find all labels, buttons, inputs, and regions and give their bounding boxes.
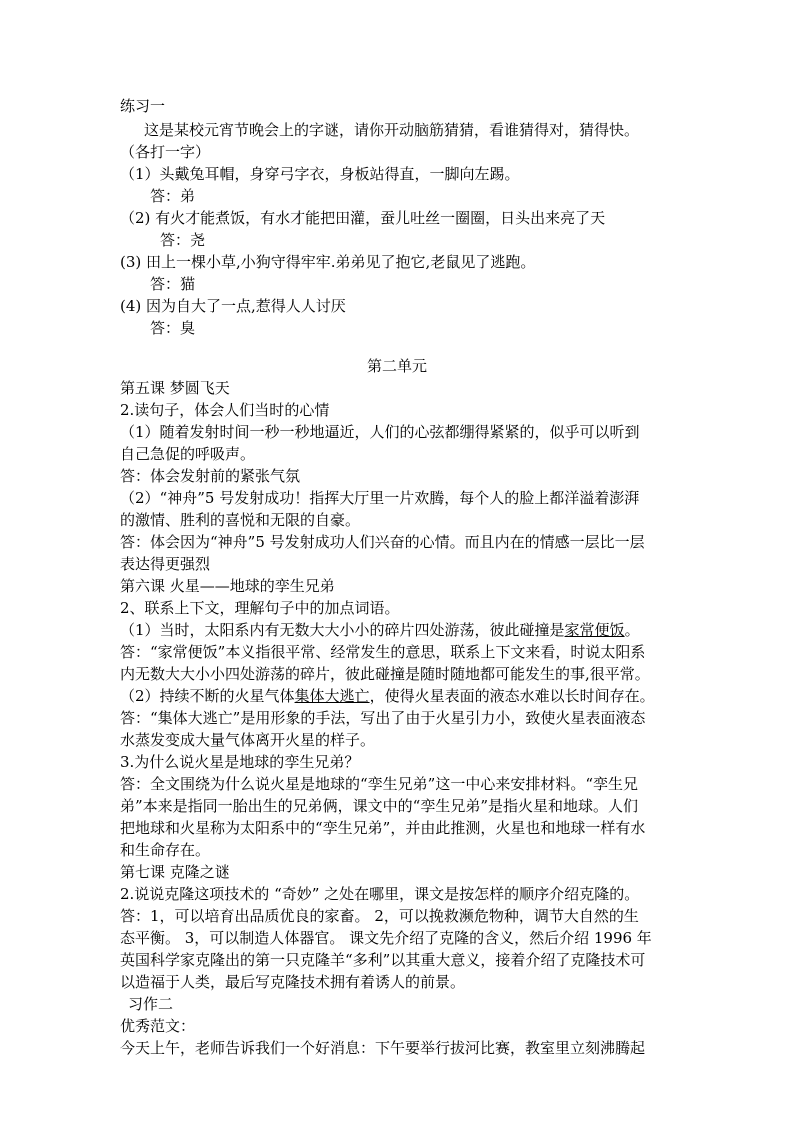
underlined-term: 家常便饭 — [564, 621, 625, 639]
lesson-title: 第七课 克隆之谜 — [120, 863, 230, 881]
sentence: （2）“神舟”5 号发射成功！指挥大厅里一片欢腾，每个人的脸上都洋溢着澎湃 — [120, 489, 640, 507]
riddle-answer: 答：臭 — [150, 319, 196, 337]
question: 2.读句子，体会人们当时的心情 — [120, 401, 330, 419]
sentence-text: 。 — [624, 621, 640, 639]
answer: 弟”本来是指同一胎出生的兄弟俩，课文中的“孪生兄弟”是指火星和地球。人们 — [120, 797, 639, 815]
riddle-answer: 答：猫 — [150, 275, 196, 293]
answer: 和生命存在。 — [120, 841, 211, 859]
sentence: 的激情、胜利的喜悦和无限的自豪。 — [120, 511, 361, 529]
sentence-text: ，使得火星表面的液态水难以长时间存在。 — [369, 687, 655, 705]
answer: 表达得更强烈 — [120, 555, 211, 573]
answer: 态平衡。 3，可以制造人体器官。 课文先介绍了克隆的含义，然后介绍 1996 年 — [120, 929, 652, 947]
riddle-question: (4) 因为自大了一点,惹得人人讨厌 — [120, 297, 346, 315]
sentence: 自己急促的呼吸声。 — [120, 445, 256, 463]
answer: 答：体会因为“神舟”5 号发射成功人们兴奋的心情。而且内在的情感一层比一层 — [120, 533, 645, 551]
sentence: （1）随着发射时间一秒一秒地逼近，人们的心弦都绷得紧紧的，似乎可以听到 — [120, 423, 640, 441]
lesson-title: 第五课 梦圆飞天 — [120, 379, 230, 397]
answer: 答：“家常便饭”本义指很平常、经常发生的意思，联系上下文来看，时说太阳系 — [120, 643, 646, 661]
riddle-answer: 答：弟 — [150, 187, 196, 205]
sentence — [120, 618, 640, 642]
question: 2、联系上下文，理解句子中的加点词语。 — [120, 599, 400, 617]
answer: 答：体会发射前的紧张气氛 — [120, 467, 301, 485]
section-title: 习作二 — [128, 995, 174, 1013]
riddle-question: （1）头戴兔耳帽，身穿弓字衣，身板站得直，一脚向左踢。 — [120, 165, 520, 183]
paragraph: （各打一字） — [120, 143, 211, 161]
essay-label: 优秀范文： — [120, 1017, 196, 1035]
answer: 英国科学家克隆出的第一只克隆羊“多利”以其重大意义，接着介绍了克隆技术可 — [120, 951, 646, 969]
riddle-question: （2) 有火才能煮饭，有水才能把田灌，蚕儿吐丝一圈圈，日头出来亮了天 — [120, 209, 606, 227]
answer: 内无数大大小小四处游荡的碎片，彼此碰撞是随时随地都可能发生的事,很平常。 — [120, 665, 650, 683]
riddle-question: (3) 田上一棵小草,小狗守得牢牢.弟弟见了抱它,老鼠见了逃跑。 — [120, 253, 536, 271]
answer: 水蒸发变成大量气体离开火星的样子。 — [120, 731, 376, 749]
sentence — [120, 684, 655, 708]
unit-title: 第二单元 — [366, 357, 427, 375]
sentence-text: （2）持续不断的火星气体 — [120, 687, 295, 705]
answer: 把地球和火星称为太阳系中的“孪生兄弟”，并由此推测，火星也和地球一样有水 — [120, 819, 646, 837]
section-title: 练习一 — [120, 97, 166, 115]
sentence-text: （1）当时，太阳系内有无数大大小小的碎片四处游荡，彼此碰撞是 — [120, 621, 565, 639]
answer: 答：全文围绕为什么说火星是地球的“孪生兄弟”这一中心来安排材料。“孪生兄 — [120, 775, 639, 793]
paragraph: 这是某校元宵节晚会上的字谜，请你开动脑筋猜猜，看谁猜得对，猜得快。 — [144, 121, 640, 139]
question: 2.说说克隆这项技术的 “奇妙” 之处在哪里，课文是按怎样的顺序介绍克隆的。 — [120, 885, 640, 903]
answer: 以造福于人类，最后写克隆技术拥有着诱人的前景。 — [120, 973, 466, 991]
essay-text: 今天上午，老师告诉我们一个好消息：下午要举行拔河比赛，教室里立刻沸腾起 — [120, 1039, 646, 1057]
riddle-answer: 答：尧 — [160, 231, 206, 249]
answer: 答：“集体大逃亡”是用形象的手法，写出了由于火星引力小，致使火星表面液态 — [120, 709, 646, 727]
question: 3.为什么说火星是地球的孪生兄弟？ — [120, 753, 360, 771]
lesson-title: 第六课 火星——地球的孪生兄弟 — [120, 577, 335, 595]
answer: 答：1，可以培育出品质优良的家畜。 2，可以挽救濒危物种，调节大自然的生 — [120, 907, 639, 925]
underlined-term: 集体大逃亡 — [294, 687, 370, 705]
